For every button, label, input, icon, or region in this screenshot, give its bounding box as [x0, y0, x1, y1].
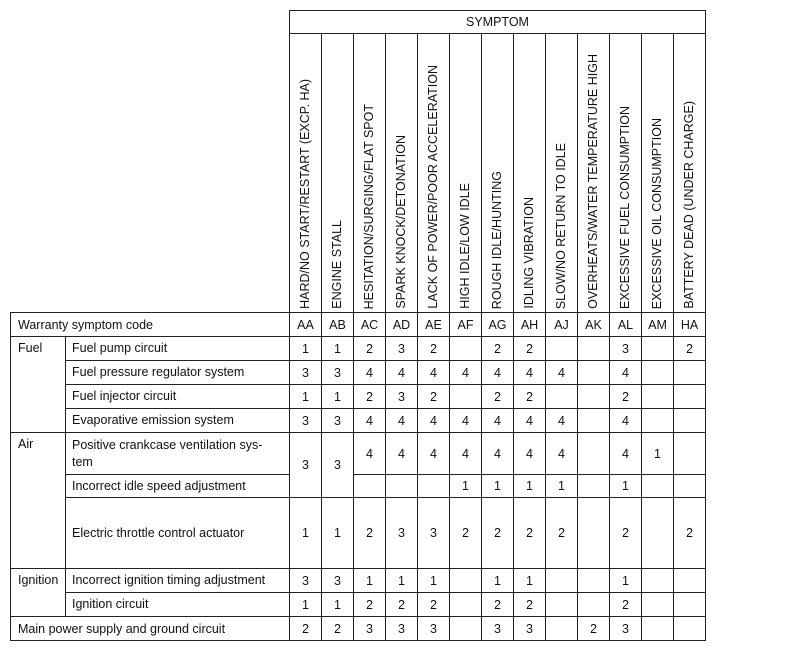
symptom-column-header [450, 34, 482, 313]
value-cell: 4 [418, 409, 450, 433]
value-cell: 3 [290, 361, 322, 385]
symptom-label: ENGINE STALL [330, 220, 345, 309]
value-cell: 3 [418, 617, 450, 641]
value-cell [578, 385, 610, 409]
value-cell: 3 [290, 433, 322, 498]
value-cell: 2 [482, 593, 514, 617]
value-cell [418, 475, 450, 498]
row-label: Incorrect ignition timing adjustment [66, 569, 290, 593]
row-label: Main power supply and ground circuit [11, 617, 290, 641]
symptom-column-header [642, 34, 674, 313]
symptom-table [10, 10, 706, 641]
value-cell: 2 [418, 337, 450, 361]
value-cell: 1 [290, 337, 322, 361]
symptom-column-header [546, 34, 578, 313]
value-cell [642, 498, 674, 569]
value-cell: 2 [354, 337, 386, 361]
value-cell: 1 [322, 385, 354, 409]
symptom-header: SYMPTOM [290, 11, 706, 34]
value-cell [578, 498, 610, 569]
value-cell [450, 593, 482, 617]
value-cell: 2 [610, 593, 642, 617]
value-cell [578, 409, 610, 433]
value-cell [450, 617, 482, 641]
value-cell [642, 361, 674, 385]
value-cell [642, 385, 674, 409]
value-cell: 4 [418, 433, 450, 475]
symptom-code: AH [514, 313, 546, 337]
value-cell: 1 [514, 569, 546, 593]
value-cell: 4 [610, 433, 642, 475]
value-cell: 1 [354, 569, 386, 593]
symptom-label: EXCESSIVE OIL CONSUMPTION [650, 117, 665, 309]
symptom-column-header [418, 34, 450, 313]
value-cell: 2 [386, 593, 418, 617]
value-cell: 4 [354, 409, 386, 433]
value-cell [674, 617, 706, 641]
value-cell: 4 [386, 433, 418, 475]
value-cell [450, 385, 482, 409]
symptom-column-header [514, 34, 546, 313]
value-cell: 3 [386, 617, 418, 641]
value-cell: 4 [354, 361, 386, 385]
symptom-column-header [290, 34, 322, 313]
value-cell [546, 337, 578, 361]
value-cell: 2 [290, 617, 322, 641]
value-cell: 3 [322, 433, 354, 498]
value-cell [578, 475, 610, 498]
symptom-column-header [674, 34, 706, 313]
value-cell: 3 [386, 337, 418, 361]
symptom-code: AA [290, 313, 322, 337]
row-label: Fuel pressure regulator system [66, 361, 290, 385]
value-cell: 2 [482, 385, 514, 409]
symptom-column-header [386, 34, 418, 313]
symptom-column-header [610, 34, 642, 313]
symptom-label: SPARK KNOCK/DETONATION [394, 135, 409, 309]
value-cell: 2 [674, 337, 706, 361]
value-cell: 3 [514, 617, 546, 641]
value-cell: 3 [386, 498, 418, 569]
symptom-label: ROUGH IDLE/HUNTING [490, 170, 505, 309]
value-cell: 4 [450, 433, 482, 475]
value-cell [546, 385, 578, 409]
value-cell: 2 [354, 498, 386, 569]
value-cell: 3 [610, 617, 642, 641]
value-cell: 3 [290, 409, 322, 433]
value-cell: 1 [290, 498, 322, 569]
symptom-label: IDLING VIBRATION [522, 197, 537, 309]
row-label: Evaporative emission system [66, 409, 290, 433]
value-cell: 1 [322, 337, 354, 361]
value-cell: 4 [418, 361, 450, 385]
table-row [11, 337, 706, 361]
value-cell [578, 569, 610, 593]
value-cell: 4 [514, 433, 546, 475]
value-cell: 2 [674, 498, 706, 569]
row-label: Fuel pump circuit [66, 337, 290, 361]
symptom-code: AF [450, 313, 482, 337]
value-cell: 3 [482, 617, 514, 641]
table-row [11, 569, 706, 593]
value-cell: 2 [610, 385, 642, 409]
value-cell: 1 [386, 569, 418, 593]
value-cell [450, 337, 482, 361]
row-label-line2: tem [72, 454, 93, 469]
value-cell [578, 337, 610, 361]
value-cell: 2 [450, 498, 482, 569]
table-row [11, 498, 706, 569]
symptom-code: AD [386, 313, 418, 337]
value-cell: 3 [290, 569, 322, 593]
value-cell: 4 [514, 409, 546, 433]
row-label: Fuel injector circuit [66, 385, 290, 409]
value-cell: 2 [514, 498, 546, 569]
symptom-column-header [578, 34, 610, 313]
table-row [11, 433, 706, 475]
symptom-label: HIGH IDLE/LOW IDLE [458, 183, 473, 309]
value-cell: 2 [418, 593, 450, 617]
symptom-code: HA [674, 313, 706, 337]
value-cell [674, 385, 706, 409]
value-cell: 2 [354, 593, 386, 617]
value-cell: 4 [482, 433, 514, 475]
value-cell: 2 [610, 498, 642, 569]
value-cell: 1 [450, 475, 482, 498]
value-cell: 1 [418, 569, 450, 593]
row-label: Ignition circuit [66, 593, 290, 617]
value-cell: 1 [482, 475, 514, 498]
row-label-line1: Positive crankcase ventilation sys- [72, 437, 263, 452]
value-cell: 2 [354, 385, 386, 409]
value-cell: 4 [546, 361, 578, 385]
value-cell: 1 [610, 475, 642, 498]
table-row [11, 385, 706, 409]
value-cell: 4 [386, 361, 418, 385]
value-cell [674, 593, 706, 617]
value-cell: 4 [354, 433, 386, 475]
value-cell: 1 [642, 433, 674, 475]
value-cell [578, 433, 610, 475]
value-cell: 4 [610, 361, 642, 385]
symptom-label: HARD/NO START/RESTART (EXCP. HA) [298, 79, 313, 309]
category-fuel: Fuel [11, 337, 66, 433]
blank-corner [11, 11, 290, 313]
value-cell [674, 433, 706, 475]
table-row [11, 361, 706, 385]
value-cell: 4 [610, 409, 642, 433]
value-cell: 3 [322, 409, 354, 433]
category-air: Air [11, 433, 66, 569]
row-label: Incorrect idle speed adjustment [66, 475, 290, 498]
symptom-label: EXCESSIVE FUEL CONSUMPTION [618, 105, 633, 309]
symptom-column-header [354, 34, 386, 313]
value-cell [642, 409, 674, 433]
value-cell: 1 [290, 593, 322, 617]
row-label: Electric throttle control actuator [66, 498, 290, 569]
value-cell: 1 [322, 498, 354, 569]
table-row [11, 617, 706, 641]
value-cell [354, 475, 386, 498]
value-cell: 2 [482, 337, 514, 361]
value-cell: 4 [482, 409, 514, 433]
value-cell [642, 617, 674, 641]
value-cell: 2 [482, 498, 514, 569]
value-cell [674, 361, 706, 385]
value-cell: 1 [482, 569, 514, 593]
value-cell [386, 475, 418, 498]
value-cell: 3 [322, 361, 354, 385]
value-cell [546, 569, 578, 593]
value-cell: 2 [546, 498, 578, 569]
value-cell: 3 [418, 498, 450, 569]
value-cell [674, 569, 706, 593]
value-cell: 2 [514, 337, 546, 361]
table-row [11, 593, 706, 617]
value-cell [450, 569, 482, 593]
value-cell: 2 [514, 593, 546, 617]
value-cell: 3 [386, 385, 418, 409]
value-cell [642, 475, 674, 498]
symptom-label: BATTERY DEAD (UNDER CHARGE) [682, 101, 697, 309]
value-cell: 2 [578, 617, 610, 641]
symptom-code: AJ [546, 313, 578, 337]
value-cell [642, 337, 674, 361]
value-cell: 1 [514, 475, 546, 498]
value-cell: 3 [610, 337, 642, 361]
table-row [11, 409, 706, 433]
value-cell [546, 617, 578, 641]
warranty-code-label: Warranty symptom code [11, 313, 290, 337]
value-cell: 1 [610, 569, 642, 593]
value-cell: 1 [546, 475, 578, 498]
value-cell: 4 [546, 409, 578, 433]
table-row [11, 475, 706, 498]
value-cell [578, 361, 610, 385]
symptom-code: AC [354, 313, 386, 337]
symptom-label: LACK OF POWER/POOR ACCELERATION [426, 65, 441, 309]
value-cell: 4 [450, 409, 482, 433]
value-cell: 4 [546, 433, 578, 475]
value-cell: 2 [322, 617, 354, 641]
value-cell: 2 [418, 385, 450, 409]
value-cell: 4 [450, 361, 482, 385]
row-label [66, 433, 290, 475]
value-cell [546, 593, 578, 617]
symptom-code: AB [322, 313, 354, 337]
symptom-code: AL [610, 313, 642, 337]
value-cell [674, 475, 706, 498]
value-cell: 4 [482, 361, 514, 385]
value-cell: 4 [514, 361, 546, 385]
symptom-code: AE [418, 313, 450, 337]
value-cell [642, 569, 674, 593]
symptom-code: AG [482, 313, 514, 337]
value-cell: 4 [386, 409, 418, 433]
value-cell [674, 409, 706, 433]
value-cell [642, 593, 674, 617]
value-cell: 1 [290, 385, 322, 409]
symptom-code: AM [642, 313, 674, 337]
symptom-column-header [322, 34, 354, 313]
value-cell: 3 [354, 617, 386, 641]
symptom-label: HESITATION/SURGING/FLAT SPOT [362, 103, 377, 309]
symptom-label: SLOW/NO RETURN TO IDLE [554, 142, 569, 309]
value-cell: 2 [514, 385, 546, 409]
category-ignition: Ignition [11, 569, 66, 617]
value-cell: 1 [322, 593, 354, 617]
value-cell: 3 [322, 569, 354, 593]
symptom-column-header [482, 34, 514, 313]
value-cell [578, 593, 610, 617]
symptom-code: AK [578, 313, 610, 337]
symptom-label: OVERHEATS/WATER TEMPERATURE HIGH [586, 54, 601, 309]
